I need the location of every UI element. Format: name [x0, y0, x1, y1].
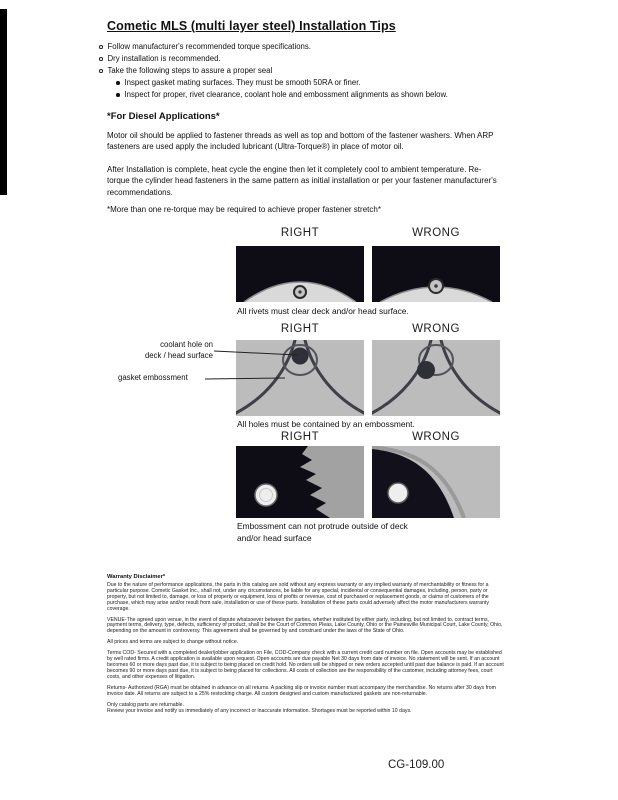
legal-paragraph: All prices and terms are subject to change without notice. — [107, 639, 239, 646]
legal-paragraph: VENUE-The agreed upon venue, in the event of dispute whatsoever between the parties, whether instituted by either party, including, but not limited to, contract terms, payment terms, delivery, type, defects, sufficiency of product, shall be the Court of Common Pleas, Lake County, Ohio or the Painesville Municipal Court, Lake County, Ohio, depending on the amount in controversy. This agreement shall be governed by and construed under the laws of the State of Ohio. — [107, 616, 503, 635]
retorque-note: *More than one re-torque may be required to achieve proper fastener stretch* — [107, 205, 381, 214]
coolant-hole-label: coolant hole on deck / head surface — [144, 340, 213, 360]
page-title: Cometic MLS (multi layer steel) Installation Tips — [107, 19, 396, 33]
legal-section — [107, 574, 505, 720]
tip-text: Inspect gasket mating surfaces. They must be smooth 50RA or finer. — [124, 78, 361, 87]
list-item — [116, 77, 519, 89]
rivet-wrong-diagram — [372, 246, 500, 302]
list-item — [99, 41, 519, 53]
rivet-right-diagram — [236, 246, 364, 302]
tip-text: Follow manufacturer's recommended torque specifications. — [107, 42, 311, 51]
gasket-embossment-label: gasket embossment — [118, 373, 188, 382]
wrong-header-row1: WRONG — [412, 227, 460, 239]
list-item — [99, 65, 519, 77]
tip-text: Dry installation is recommended. — [107, 54, 221, 63]
wrong-header-row3: WRONG — [412, 431, 460, 443]
diesel-paragraph-2: After Installation is complete, heat cycle the engine then let it completely cool to ambient temperature. Re-torque the cylinder head fasteners in the same pattern as initial installation or per your fastener manufacturer's recommendations. — [107, 165, 497, 197]
hollow-bullet-icon — [99, 69, 103, 73]
legal-paragraph: Review your invoice and notify us immediately of any incorrect or inaccurate information. Shortages must be reported within 10 days. — [107, 707, 412, 714]
tip-text: Inspect for proper, rivet clearance, coolant hole and embossment alignments as shown below. — [124, 90, 448, 99]
embossment-caption: Embossment can not protrude outside of deck and/or head surface — [237, 521, 408, 543]
tips-list — [99, 41, 519, 101]
legal-paragraph: Terms COD- Secured with a completed dealer/jobber application on File, COD-Company check with a current credit card number on file. Open accounts may be established by well rated firms. A credit application is available upon request. Open accounts are due payable Net 30 days from date of invoice. No statement will be sent. If an account becomes 60 or more days past due, it is subject to being placed on credit hold. No orders will be shipped or new orders accepted until past due balance is paid. If an account becomes 90 or more days past due, it is subject to being placed for collections. All costs of collection are the responsibility of the customer, including attorney fees, court costs, and other expenses of litigation. — [107, 650, 504, 680]
list-item — [116, 89, 519, 101]
filled-bullet-icon — [116, 93, 120, 97]
binding-edge-bar — [0, 9, 7, 195]
legal-paragraph: Only catalog parts are returnable. — [107, 701, 184, 708]
right-header-row1: RIGHT — [280, 227, 320, 239]
embossment-wrong-diagram — [372, 446, 500, 518]
embossment-right-diagram — [236, 446, 364, 518]
legal-paragraph: Returns- Authorized (RGA) must be obtained in advance on all returns. A packing slip or invoice number must accompany the merchandise. No returns after 30 days from invoice date. All returns are subject to a 25% restocking charge. All custom designed and custom manufactured gaskets are non-returnable. — [107, 684, 496, 697]
warranty-disclaimer-heading: Warranty Disclaimer* — [107, 574, 166, 580]
legal-paragraph: Due to the nature of performance applications, the parts in this catalog are sold without any express warranty or any implied warranty of merchantability or fitness for a particular purpose. Cometic Gasket Inc., shall not, under any circumstances, be liable for any special, incidental or consequential damages, including, person, party or property, but not limited to, damage, or loss of property or equipment, loss of profits or revenue, cost of purchased or replacement goods, or claims of customers of the purchase, which may arise and/or result from sale, installation or use of these parts. Installation of these parts could adversely affect the motor manufacturers warranty coverage. — [107, 582, 489, 612]
coolant-hole-wrong-diagram — [372, 340, 500, 416]
right-header-row3: RIGHT — [280, 431, 320, 443]
diesel-applications-heading: *For Diesel Applications* — [107, 111, 220, 122]
diesel-paragraph-1: Motor oil should be applied to fastener threads as well as top and bottom of the fastener washers. When ARP fasteners are used apply the included lubricant (Ultra-Torque®) in place of motor oil. — [107, 131, 494, 152]
coolant-hole-right-diagram — [236, 340, 364, 416]
list-item — [99, 53, 519, 65]
page-code: CG-109.00 — [388, 759, 445, 771]
hollow-bullet-icon — [99, 45, 103, 49]
right-header-row2: RIGHT — [280, 323, 320, 335]
holes-caption: All holes must be contained by an embossment. — [237, 419, 415, 429]
filled-bullet-icon — [116, 81, 120, 85]
wrong-header-row2: WRONG — [412, 323, 460, 335]
rivet-caption: All rivets must clear deck and/or head surface. — [237, 306, 409, 316]
tip-text: Take the following steps to assure a proper seal — [107, 66, 273, 75]
hollow-bullet-icon — [99, 57, 103, 61]
